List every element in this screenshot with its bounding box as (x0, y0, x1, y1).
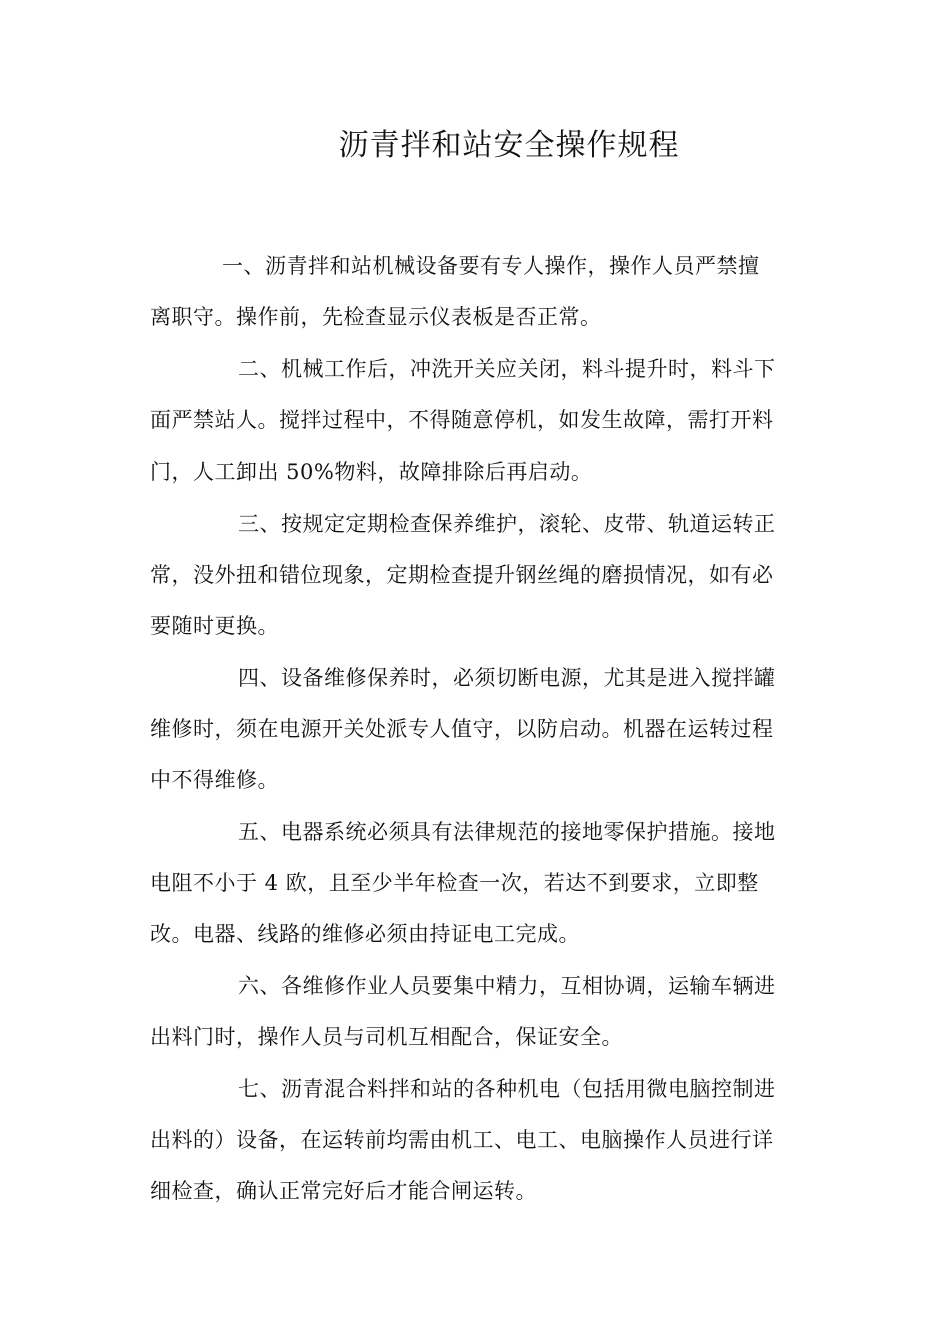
paragraph-5-line-3: 改。电器、线路的维修必须由持证电工完成。 (150, 922, 580, 946)
paragraph-5-line-2: 电阻不小于 4 欧，且至少半年检查一次，若达不到要求，立即整 (150, 871, 759, 895)
paragraph-5-line-1: 五、电器系统必须具有法律规范的接地零保护措施。接地 (238, 820, 776, 844)
paragraph-1-line-2: 离职守。操作前，先检查显示仪表板是否正常。 (150, 305, 602, 329)
paragraph-4-line-3: 中不得维修。 (150, 768, 279, 792)
paragraph-3-line-3: 要随时更换。 (150, 614, 279, 638)
paragraph-2-line-2: 面严禁站人。搅拌过程中，不得随意停机，如发生故障，需打开料 (150, 408, 774, 432)
paragraph-6-line-1: 六、各维修作业人员要集中精力，互相协调，运输车辆进 (238, 974, 776, 998)
document-title: 沥青拌和站安全操作规程 (338, 128, 680, 163)
paragraph-4-line-1: 四、设备维修保养时，必须切断电源，尤其是进入搅拌罐 (238, 666, 776, 690)
paragraph-1-line-1: 一、沥青拌和站机械设备要有专人操作，操作人员严禁擅 (222, 254, 760, 278)
paragraph-7-line-2: 出料的）设备，在运转前均需由机工、电工、电脑操作人员进行详 (150, 1128, 774, 1152)
paragraph-3-line-2: 常，没外扭和错位现象，定期检查提升钢丝绳的磨损情况，如有必 (150, 563, 774, 587)
paragraph-7-line-3: 细检查，确认正常完好后才能合闸运转。 (150, 1179, 537, 1203)
paragraph-2-line-1: 二、机械工作后，冲洗开关应关闭，料斗提升时，料斗下 (238, 357, 776, 381)
paragraph-7-line-1: 七、沥青混合料拌和站的各种机电（包括用微电脑控制进 (238, 1077, 776, 1101)
paragraph-2-line-3: 门，人工卸出 50%物料，故障排除后再启动。 (150, 460, 593, 484)
paragraph-6-line-2: 出料门时，操作人员与司机互相配合，保证安全。 (150, 1025, 623, 1049)
paragraph-4-line-2: 维修时，须在电源开关处派专人值守，以防启动。机器在运转过程 (150, 717, 774, 741)
paragraph-3-line-1: 三、按规定定期检查保养维护，滚轮、皮带、轨道运转正 (238, 512, 776, 536)
